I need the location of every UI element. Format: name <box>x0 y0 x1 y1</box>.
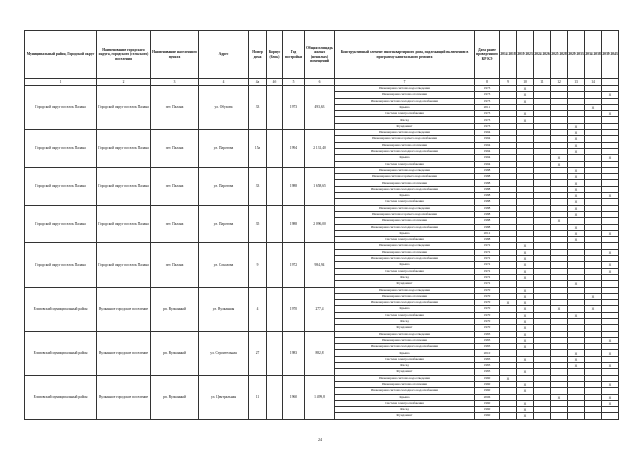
element-cell: Система электроснабжения <box>335 400 475 406</box>
element-cell: Инженерная система водоотведения <box>335 86 475 92</box>
prev-repair-date-cell: 1983 <box>475 331 500 337</box>
settlement-cell: Городской округ поселок Палана <box>97 130 151 168</box>
period-mark-cell: X <box>517 86 534 92</box>
block-cell <box>267 167 283 205</box>
period-mark-cell: X <box>568 281 585 287</box>
element-cell: Система электроснабжения <box>335 237 475 243</box>
address-cell: ул. Соколова <box>199 243 249 287</box>
period-mark-cell: X <box>602 155 619 161</box>
area-cell: 2 096,00 <box>305 205 335 243</box>
locality-cell: пгт. Палана <box>151 243 199 287</box>
period-mark-cell: X <box>517 325 534 331</box>
locality-cell: рп. Вулканный <box>151 375 199 419</box>
element-cell: Фасад <box>335 363 475 369</box>
address-cell: ул. Паротова <box>199 167 249 205</box>
element-cell: Инженерная система водоотведения <box>335 287 475 293</box>
period-mark-cell: X <box>517 356 534 362</box>
element-cell: Инженерная система водоотведения <box>335 167 475 173</box>
settlement-cell: Вулканное городское поселение <box>97 375 151 419</box>
element-cell: Инженерная система отопления <box>335 337 475 343</box>
address-cell: ул. Центральная <box>199 375 249 419</box>
period-mark-cell: X <box>602 111 619 117</box>
district-cell: Городской округ поселок Палана <box>25 243 97 287</box>
prev-repair-date-cell: 1960 <box>475 400 500 406</box>
header-period: 2024 2026 <box>534 31 551 79</box>
period-mark-cell: X <box>568 136 585 142</box>
block-cell <box>267 287 283 331</box>
period-mark-cell: X <box>568 167 585 173</box>
prev-repair-date-cell: 2012 <box>475 230 500 236</box>
period-mark-cell: X <box>568 148 585 154</box>
column-number: 4а <box>249 79 267 86</box>
period-mark-cell: X <box>517 300 534 306</box>
prev-repair-date-cell: 1988 <box>475 218 500 224</box>
block-cell <box>267 130 283 168</box>
column-number: 13 <box>568 79 585 86</box>
locality-cell: пгт. Палана <box>151 86 199 130</box>
house-number-cell: 15а <box>249 130 267 168</box>
element-cell: Инженерная система водоотведения <box>335 375 475 381</box>
prev-repair-date-cell: 1988 <box>475 167 500 173</box>
element-cell: Инженерная система холодного водоснабжения <box>335 224 475 230</box>
element-cell: Система электроснабжения <box>335 161 475 167</box>
district-cell: Елизовский муниципальный район <box>25 375 97 419</box>
column-number: 7 <box>335 79 475 86</box>
house-number-cell: 27 <box>249 331 267 375</box>
period-mark-cell: X <box>517 117 534 123</box>
prev-repair-date-cell: 1994 <box>475 155 500 161</box>
period-mark-cell: X <box>517 293 534 299</box>
period-mark-cell <box>568 413 585 419</box>
prev-repair-date-cell: 1973 <box>475 123 500 129</box>
prev-repair-date-cell: 1972 <box>475 243 500 249</box>
district-cell: Елизовский муниципальный район <box>25 287 97 331</box>
area-cell: 984,94 <box>305 243 335 287</box>
period-mark-cell <box>585 413 602 419</box>
period-mark-cell: X <box>568 180 585 186</box>
period-mark-cell: X <box>517 337 534 343</box>
period-mark-cell: X <box>517 369 534 375</box>
period-mark-cell: X <box>602 262 619 268</box>
period-mark-cell: X <box>517 400 534 406</box>
period-mark-cell: X <box>517 243 534 249</box>
prev-repair-date-cell: 1960 <box>475 407 500 413</box>
house-number-cell: 35 <box>249 205 267 243</box>
prev-repair-date-cell: 1972 <box>475 249 500 255</box>
locality-cell: пгт. Палана <box>151 130 199 168</box>
block-cell <box>267 205 283 243</box>
element-cell: Инженерная система отопления <box>335 249 475 255</box>
element-cell: Инженерная система отопления <box>335 218 475 224</box>
prev-repair-date-cell: 1970 <box>475 312 500 318</box>
period-mark-cell: X <box>568 205 585 211</box>
element-cell: Инженерная система холодного водоснабжения <box>335 388 475 394</box>
period-mark-cell: X <box>517 92 534 98</box>
column-number: 8 <box>475 79 500 86</box>
prev-repair-date-cell: 1988 <box>475 211 500 217</box>
prev-repair-date-cell: 1970 <box>475 287 500 293</box>
prev-repair-date-cell: 2006 <box>475 394 500 400</box>
year-cell: 1994 <box>283 130 305 168</box>
header-period: 2034 2038 <box>585 31 602 79</box>
period-mark-cell: X <box>568 123 585 129</box>
house-number-cell: 11 <box>249 375 267 419</box>
period-mark-cell: X <box>568 199 585 205</box>
period-mark-cell: X <box>517 111 534 117</box>
period-mark-cell: X <box>500 300 517 306</box>
area-cell: 277,4 <box>305 287 335 331</box>
period-mark-cell: X <box>568 312 585 318</box>
house-number-cell: 33 <box>249 167 267 205</box>
year-cell: 1972 <box>283 243 305 287</box>
prev-repair-date-cell: 1983 <box>475 356 500 362</box>
capital-repair-table <box>24 30 619 420</box>
period-mark-cell: X <box>568 224 585 230</box>
column-number: 5 <box>283 79 305 86</box>
block-cell <box>267 375 283 419</box>
period-mark-cell: X <box>517 381 534 387</box>
period-mark-cell: X <box>602 381 619 387</box>
period-mark-cell: X <box>568 230 585 236</box>
prev-repair-date-cell: 1983 <box>475 344 500 350</box>
header-area: Общая площадь жилых (нежилых) помещений <box>305 31 335 79</box>
element-cell: Инженерная система холодного водоснабжения <box>335 186 475 192</box>
settlement-cell: Вулканное городское поселение <box>97 287 151 331</box>
period-mark-cell <box>500 413 517 419</box>
period-mark-cell: X <box>602 400 619 406</box>
period-mark-cell: X <box>568 356 585 362</box>
element-cell: Крыша <box>335 104 475 110</box>
period-mark-cell: X <box>585 104 602 110</box>
column-number: 4б <box>267 79 283 86</box>
period-mark-cell: X <box>602 92 619 98</box>
period-mark-cell: X <box>517 312 534 318</box>
period-mark-cell: X <box>568 174 585 180</box>
element-cell: Крыша <box>335 230 475 236</box>
element-cell: Инженерная система холодного водоснабжения <box>335 344 475 350</box>
year-cell: 1973 <box>283 86 305 130</box>
period-mark-cell: X <box>517 268 534 274</box>
column-number: 1 <box>25 79 97 86</box>
element-cell: Инженерная система горячего водоснабжения <box>335 136 475 142</box>
element-cell: Фасад <box>335 318 475 324</box>
header-prev-repair-date: Дата ранее проведенного КР КЭ <box>475 31 500 79</box>
element-cell: Инженерная система холодного водоснабжения <box>335 98 475 104</box>
prev-repair-date-cell: 1970 <box>475 293 500 299</box>
prev-repair-date-cell: 1972 <box>475 281 500 287</box>
district-cell: Городской округ поселок Палана <box>25 130 97 168</box>
element-cell: Инженерная система водоотведения <box>335 331 475 337</box>
element-cell: Инженерная система водоотведения <box>335 130 475 136</box>
prev-repair-date-cell: 1972 <box>475 262 500 268</box>
prev-repair-date-cell: 2010 <box>475 350 500 356</box>
column-number: 12 <box>551 79 568 86</box>
prev-repair-date-cell: 1972 <box>475 268 500 274</box>
prev-repair-date-cell: 1973 <box>475 86 500 92</box>
element-cell: Инженерная система отопления <box>335 293 475 299</box>
period-mark-cell: X <box>517 388 534 394</box>
year-cell: 1988 <box>283 167 305 205</box>
element-cell: Система электроснабжения <box>335 268 475 274</box>
year-cell: 1983 <box>283 331 305 375</box>
element-cell: Инженерная система отопления <box>335 92 475 98</box>
prev-repair-date-cell: 1988 <box>475 199 500 205</box>
element-cell: Система электроснабжения <box>335 312 475 318</box>
period-mark-cell: X <box>568 193 585 199</box>
prev-repair-date-cell: 1994 <box>475 130 500 136</box>
prev-repair-date-cell: 1973 <box>475 117 500 123</box>
column-number: 9 <box>500 79 517 86</box>
element-cell: Фасад <box>335 274 475 280</box>
prev-repair-date-cell: 1994 <box>475 148 500 154</box>
element-cell: Система электроснабжения <box>335 356 475 362</box>
prev-repair-date-cell: 1988 <box>475 205 500 211</box>
period-mark-cell: X <box>500 375 517 381</box>
column-number <box>602 79 619 86</box>
address-cell: ул. Строительная <box>199 331 249 375</box>
element-cell: Инженерная система горячего водоснабжения <box>335 211 475 217</box>
locality-cell: рп. Вулканный <box>151 331 199 375</box>
element-cell: Крыша <box>335 262 475 268</box>
period-mark-cell <box>534 413 551 419</box>
prev-repair-date-cell: 1970 <box>475 325 500 331</box>
element-cell: Фасад <box>335 407 475 413</box>
period-mark-cell: X <box>517 407 534 413</box>
locality-cell: рп. Вулканный <box>151 287 199 331</box>
period-mark-cell: X <box>517 344 534 350</box>
column-number-row <box>25 79 619 86</box>
capital-repair-table-sheet <box>24 30 618 428</box>
header-element: Конструктивный элемент многоквартирного дома, подлежащий включению в программу капитального ремонта <box>335 31 475 79</box>
address-cell: ул. Вулканная <box>199 287 249 331</box>
column-number: 10 <box>517 79 534 86</box>
header-year: Год постройки <box>283 31 305 79</box>
period-mark-cell: X <box>585 306 602 312</box>
area-cell: 493,63 <box>305 86 335 130</box>
header-block: Корпус (блок) <box>267 31 283 79</box>
period-mark-cell: X <box>517 256 534 262</box>
settlement-cell: Городской округ поселок Палана <box>97 243 151 287</box>
header-period: 2025 2028 <box>551 31 568 79</box>
period-mark-cell: X <box>568 142 585 148</box>
locality-cell: пгт. Палана <box>151 167 199 205</box>
period-mark-cell: X <box>551 155 568 161</box>
period-mark-cell: X <box>602 230 619 236</box>
prev-repair-date-cell: 1970 <box>475 300 500 306</box>
header-settlement: Наименование городского округа, городского (сельского) поселения <box>97 31 151 79</box>
page-number: 24 <box>318 437 322 442</box>
locality-cell: пгт. Палана <box>151 205 199 243</box>
element-cell: Инженерная система горячего водоснабжения <box>335 174 475 180</box>
prev-repair-date-cell: 1988 <box>475 224 500 230</box>
header-period: 2029 2033 <box>568 31 585 79</box>
period-mark-cell: X <box>602 350 619 356</box>
column-number: 14 <box>585 79 602 86</box>
element-cell: Инженерная система водоотведения <box>335 243 475 249</box>
settlement-cell: Вулканное городское поселение <box>97 331 151 375</box>
element-cell: Фасад <box>335 117 475 123</box>
element-cell: Фундамент <box>335 413 475 419</box>
period-mark-cell: X <box>602 249 619 255</box>
column-number: 3 <box>151 79 199 86</box>
period-mark-cell: X <box>568 211 585 217</box>
house-number-cell: 4 <box>249 287 267 331</box>
header-district: Муниципальный район, Городской округ <box>25 31 97 79</box>
element-cell: Инженерная система отопления <box>335 142 475 148</box>
prev-repair-date-cell: 1988 <box>475 180 500 186</box>
element-cell: Инженерная система холодного водоснабжения <box>335 148 475 154</box>
year-cell: 1970 <box>283 287 305 331</box>
element-cell: Система электроснабжения <box>335 199 475 205</box>
block-cell <box>267 331 283 375</box>
period-mark-cell: X <box>568 237 585 243</box>
element-cell: Система электроснабжения <box>335 111 475 117</box>
element-cell: Инженерная система холодного водоснабжения <box>335 300 475 306</box>
column-number: 6 <box>305 79 335 86</box>
element-cell: Крыша <box>335 306 475 312</box>
district-cell: Городской округ поселок Палана <box>25 205 97 243</box>
prev-repair-date-cell: 1988 <box>475 237 500 243</box>
district-cell: Городской округ поселок Палана <box>25 167 97 205</box>
period-mark-cell: X <box>551 306 568 312</box>
prev-repair-date-cell: 1988 <box>475 174 500 180</box>
element-cell: Фундамент <box>335 123 475 129</box>
prev-repair-date-cell: 2011 <box>475 104 500 110</box>
prev-repair-date-cell: 1994 <box>475 136 500 142</box>
address-cell: ул. Обухова <box>199 86 249 130</box>
house-number-cell: 9 <box>249 243 267 287</box>
period-mark-cell: X <box>568 186 585 192</box>
column-number: 4 <box>199 79 249 86</box>
element-cell: Крыша <box>335 155 475 161</box>
prev-repair-date-cell: 1960 <box>475 388 500 394</box>
period-mark-cell: X <box>568 350 585 356</box>
column-number: 11 <box>534 79 551 86</box>
settlement-cell: Городской округ поселок Палана <box>97 86 151 130</box>
period-mark-cell: X <box>602 363 619 369</box>
district-cell: Елизовский муниципальный район <box>25 331 97 375</box>
period-mark-cell <box>551 413 568 419</box>
block-cell <box>267 86 283 130</box>
period-mark-cell: X <box>602 394 619 400</box>
period-mark-cell: X <box>602 193 619 199</box>
header-house-number: Номер дома <box>249 31 267 79</box>
period-mark-cell: X <box>517 306 534 312</box>
period-mark-cell: X <box>551 161 568 167</box>
header-period: 2014 2018 <box>500 31 517 79</box>
prev-repair-date-cell: 1983 <box>475 337 500 343</box>
prev-repair-date-cell: 1973 <box>475 92 500 98</box>
period-mark-cell: X <box>517 98 534 104</box>
period-mark-cell <box>602 413 619 419</box>
block-cell <box>267 243 283 287</box>
address-cell: ул. Паротова <box>199 130 249 168</box>
prev-repair-date-cell: 1973 <box>475 111 500 117</box>
prev-repair-date-cell: 1994 <box>475 161 500 167</box>
settlement-cell: Городской округ поселок Палана <box>97 205 151 243</box>
period-mark-cell: X <box>602 337 619 343</box>
area-cell: 1 658,65 <box>305 167 335 205</box>
period-mark-cell: X <box>517 318 534 324</box>
period-mark-cell: X <box>517 274 534 280</box>
period-mark-cell: X <box>517 413 534 419</box>
prev-repair-date-cell: 1972 <box>475 274 500 280</box>
header-locality: Наименование населенного пункта <box>151 31 199 79</box>
prev-repair-date-cell: 1960 <box>475 413 500 419</box>
element-cell: Фундамент <box>335 369 475 375</box>
house-number-cell: 33 <box>249 86 267 130</box>
prev-repair-date-cell: 1983 <box>475 369 500 375</box>
element-cell: Инженерная система отопления <box>335 180 475 186</box>
period-mark-cell: X <box>551 394 568 400</box>
period-mark-cell: X <box>517 262 534 268</box>
prev-repair-date-cell: 1972 <box>475 256 500 262</box>
element-cell: Крыша <box>335 394 475 400</box>
prev-repair-date-cell: 1960 <box>475 381 500 387</box>
header-period: 2039 2043 <box>602 31 619 79</box>
district-cell: Городской округ поселок Палана <box>25 86 97 130</box>
table-body <box>25 86 619 420</box>
element-cell: Инженерная система отопления <box>335 381 475 387</box>
element-cell: Фундамент <box>335 281 475 287</box>
header-address: Адрес <box>199 31 249 79</box>
prev-repair-date-cell: 1970 <box>475 306 500 312</box>
settlement-cell: Городской округ поселок Палана <box>97 167 151 205</box>
period-mark-cell: X <box>568 130 585 136</box>
period-mark-cell: X <box>517 287 534 293</box>
header-period: 2019 2023 <box>517 31 534 79</box>
address-cell: ул. Паротова <box>199 205 249 243</box>
element-cell: Фундамент <box>335 325 475 331</box>
area-cell: 882,8 <box>305 331 335 375</box>
period-mark-cell: X <box>585 293 602 299</box>
prev-repair-date-cell: 1988 <box>475 186 500 192</box>
element-cell: Крыша <box>335 193 475 199</box>
prev-repair-date-cell: 1973 <box>475 98 500 104</box>
period-mark-cell: X <box>551 218 568 224</box>
year-cell: 1988 <box>283 205 305 243</box>
area-cell: 1 499,8 <box>305 375 335 419</box>
period-mark-cell: X <box>517 331 534 337</box>
period-mark-cell: X <box>568 363 585 369</box>
element-cell: Крыша <box>335 350 475 356</box>
prev-repair-date-cell: 1988 <box>475 193 500 199</box>
period-mark-cell: X <box>602 268 619 274</box>
period-mark-cell: X <box>517 249 534 255</box>
area-cell: 2 131,40 <box>305 130 335 168</box>
year-cell: 1960 <box>283 375 305 419</box>
prev-repair-date-cell: 1960 <box>475 375 500 381</box>
element-cell: Инженерная система водоотведения <box>335 205 475 211</box>
prev-repair-date-cell: 1983 <box>475 363 500 369</box>
prev-repair-date-cell: 1970 <box>475 318 500 324</box>
element-cell: Инженерная система холодного водоснабжения <box>335 256 475 262</box>
header-row <box>25 31 619 79</box>
prev-repair-date-cell: 1994 <box>475 142 500 148</box>
column-number: 2 <box>97 79 151 86</box>
